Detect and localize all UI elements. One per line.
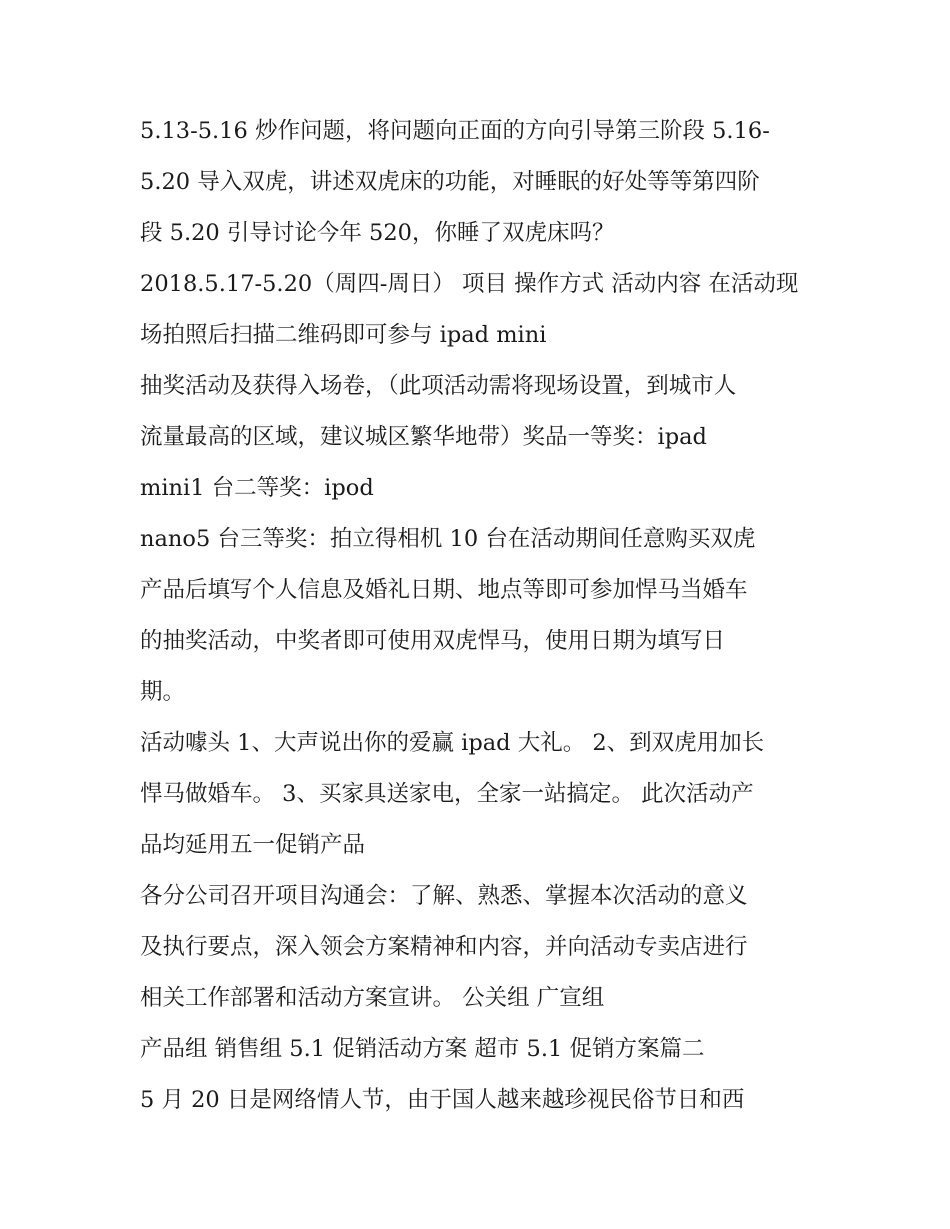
text-line: 流量最高的区域，建议城区繁华地带）奖品一等奖：ipad	[140, 424, 707, 450]
text-line: 品均延用五一促销产品	[140, 832, 366, 858]
text-line: 5 月 20 日是网络情人节，由于国人越来越珍视民俗节日和西	[140, 1087, 745, 1113]
text-line: 的抽奖活动，中奖者即可使用双虎悍马，使用日期为填写日	[140, 628, 726, 654]
text-line: 抽奖活动及获得入场卷，（此项活动需将现场设置，到城市人	[140, 373, 737, 399]
text-line: 各分公司召开项目沟通会：了解、熟悉、掌握本次活动的意义	[140, 883, 748, 909]
text-line: mini1 台二等奖：ipod	[140, 475, 374, 501]
body-text	[140, 112, 830, 1132]
text-line: 场拍照后扫描二维码即可参与 ipad mini	[140, 322, 547, 348]
text-line: 期。	[140, 679, 186, 705]
text-line: 及执行要点，深入领会方案精神和内容，并向活动专卖店进行	[140, 934, 748, 960]
text-line: 段 5.20 引导讨论今年 520，你睡了双虎床吗？	[140, 220, 615, 246]
text-line: 相关工作部署和活动方案宣讲。 公关组 广宣组	[140, 985, 605, 1011]
text-line: 产品后填写个人信息及婚礼日期、地点等即可参加悍马当婚车	[140, 577, 748, 603]
text-line: 活动噱头 1、大声说出你的爱赢 ipad 大礼。 2、到双虎用加长	[140, 730, 765, 756]
text-line: 5.13-5.16 炒作问题，将问题向正面的方向引导第三阶段 5.16-	[140, 118, 770, 144]
text-line: 产品组 销售组 5.1 促销活动方案 超市 5.1 促销方案篇二	[140, 1036, 705, 1062]
text-line: 5.20 导入双虎，讲述双虎床的功能，对睡眠的好处等等第四阶	[140, 169, 760, 195]
text-line: nano5 台三等奖：拍立得相机 10 台在活动期间任意购买双虎	[140, 526, 756, 552]
text-line: 悍马做婚车。 3、买家具送家电，全家一站搞定。 此次活动产	[140, 781, 754, 807]
text-line: 2018.5.17-5.20（周四-周日） 项目 操作方式 活动内容 在活动现	[140, 271, 799, 297]
